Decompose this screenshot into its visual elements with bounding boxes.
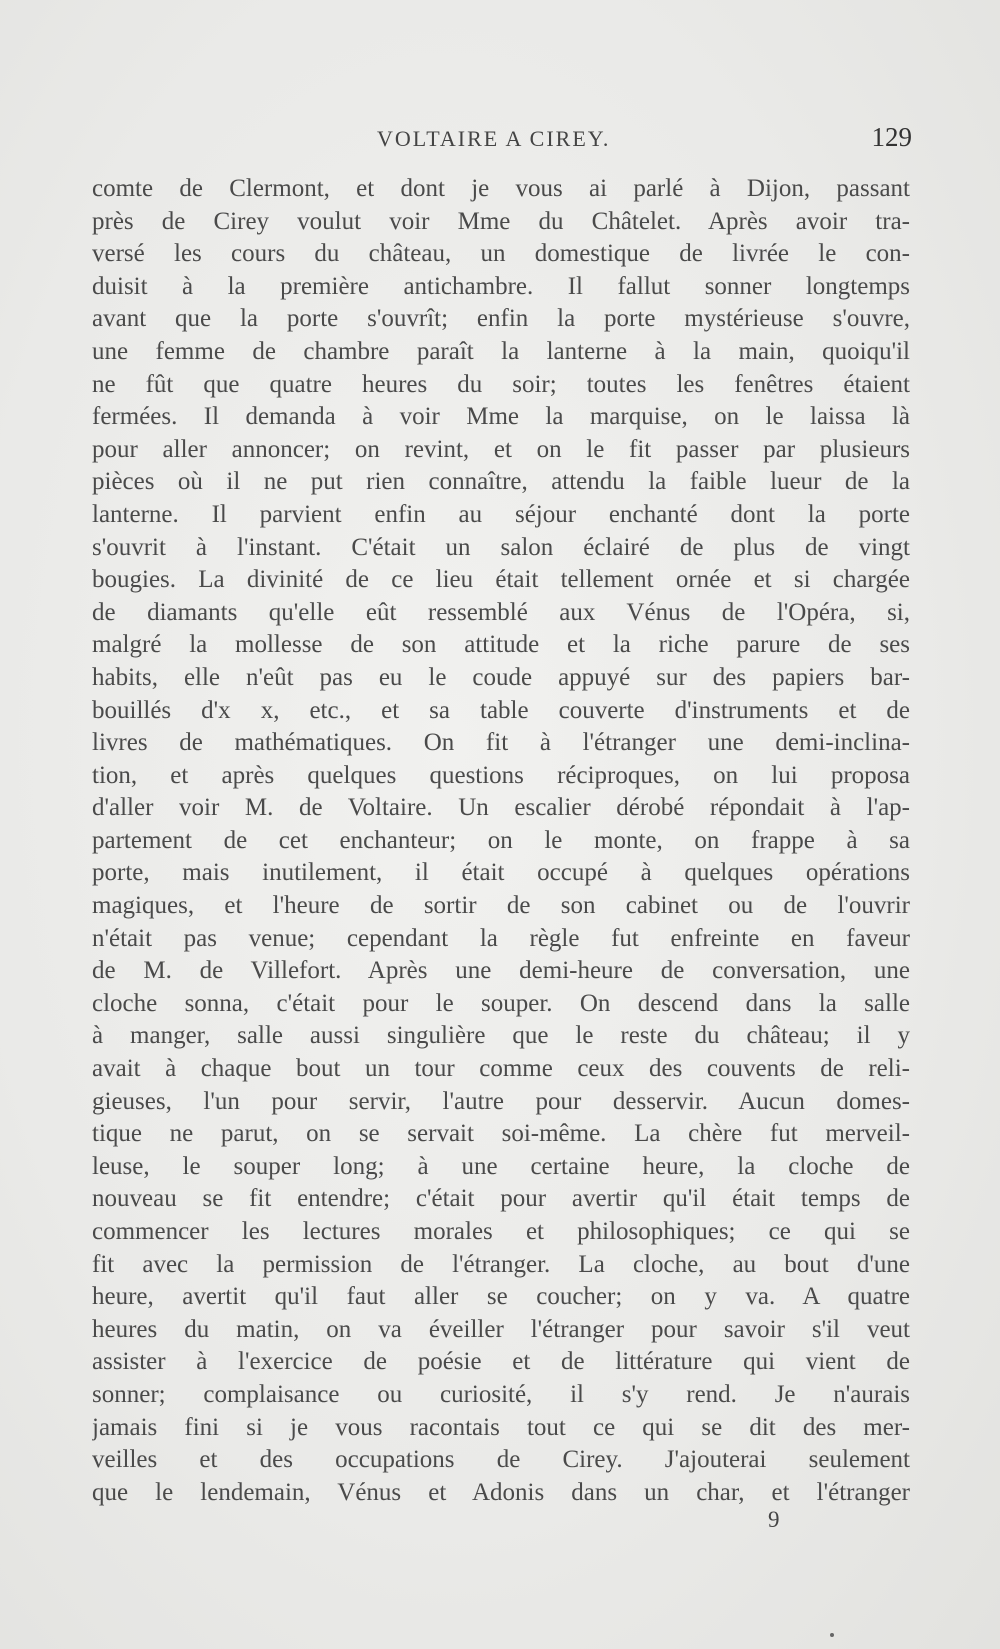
text-line: livres de mathématiques. On fit à l'étranger une demi-inclina- xyxy=(92,729,910,757)
text-line: de M. de Villefort. Après une demi-heure de conversation, une xyxy=(92,957,910,985)
text-line: pièces où il ne put rien connaître, attendu la faible lueur de la xyxy=(92,468,910,496)
text-line: avant que la porte s'ouvrît; enfin la porte mystérieuse s'ouvre, xyxy=(92,305,910,333)
text-line: sonner; complaisance ou curiosité, il s'y rend. Je n'aurais xyxy=(92,1380,910,1408)
text-line: habits, elle n'eût pas eu le coude appuyé sur des papiers bar- xyxy=(92,663,910,691)
running-title: VOLTAIRE A CIREY. xyxy=(377,126,611,151)
text-line: n'était pas venue; cependant la règle fut enfreinte en faveur xyxy=(92,924,910,952)
text-line: s'ouvrit à l'instant. C'était un salon éclairé de plus de vingt xyxy=(92,533,910,561)
text-line: pour aller annoncer; on revint, et on le fit passer par plusieurs xyxy=(92,435,910,463)
text-line: de diamants qu'elle eût ressemblé aux Vénus de l'Opéra, si, xyxy=(92,598,910,626)
text-line: jamais fini si je vous racontais tout ce qui se dit des mer- xyxy=(92,1413,910,1441)
text-line: malgré la mollesse de son attitude et la riche parure de ses xyxy=(92,631,910,659)
text-line: ne fût que quatre heures du soir; toutes les fenêtres étaient xyxy=(92,370,910,398)
text-line: bougies. La divinité de ce lieu était tellement ornée et si chargée xyxy=(92,566,910,594)
text-line: fit avec la permission de l'étranger. La cloche, au bout d'une xyxy=(92,1250,910,1278)
text-line: que le lendemain, Vénus et Adonis dans un char, et l'étranger xyxy=(92,1478,910,1506)
text-line: nouveau se fit entendre; c'était pour avertir qu'il était temps de xyxy=(92,1185,910,1213)
ink-speck xyxy=(830,1633,834,1637)
text-line: cloche sonna, c'était pour le souper. On descend dans la salle xyxy=(92,989,910,1017)
text-line: porte, mais inutilement, il était occupé à quelques opérations xyxy=(92,859,910,887)
text-line: commencer les lectures morales et philosophiques; ce qui se xyxy=(92,1218,910,1245)
text-line: heure, avertit qu'il faut aller se coucher; on y va. A quatre xyxy=(92,1283,910,1311)
text-line: bouillés d'x x, etc., et sa table couverte d'instruments et de xyxy=(92,696,910,724)
text-line: magiques, et l'heure de sortir de son cabinet ou de l'ouvrir xyxy=(92,892,910,920)
body-text xyxy=(92,173,910,1509)
text-line: tique ne parut, on se servait soi-même. La chère fut merveil- xyxy=(92,1120,910,1148)
text-line: lanterne. Il parvient enfin au séjour enchanté dont la porte xyxy=(92,500,910,528)
text-line: veilles et des occupations de Cirey. J'ajouterai seulement xyxy=(92,1446,910,1474)
text-line: près de Cirey voulut voir Mme du Châtelet. Après avoir tra- xyxy=(92,207,910,235)
text-line: versé les cours du château, un domestique de livrée le con- xyxy=(92,240,910,268)
text-line: partement de cet enchanteur; on le monte, on frappe à sa xyxy=(92,826,910,854)
text-line: à manger, salle aussi singulière que le reste du château; il y xyxy=(92,1022,910,1050)
text-line: gieuses, l'un pour servir, l'autre pour desservir. Aucun domes- xyxy=(92,1087,910,1115)
text-line: comte de Clermont, et dont je vous ai parlé à Dijon, passant xyxy=(92,175,910,202)
text-line: leuse, le souper long; à une certaine heure, la cloche de xyxy=(92,1152,910,1180)
text-line: assister à l'exercice de poésie et de littérature qui vient de xyxy=(92,1348,910,1376)
text-line: heures du matin, on va éveiller l'étranger pour savoir s'il veut xyxy=(92,1315,910,1343)
signature-mark: 9 xyxy=(768,1507,780,1532)
text-line: d'aller voir M. de Voltaire. Un escalier dérobé répondait à l'ap- xyxy=(92,794,910,822)
text-line: fermées. Il demanda à voir Mme la marquise, on le laissa là xyxy=(92,403,910,431)
page-number: 129 xyxy=(871,122,912,152)
text-line: duisit à la première antichambre. Il fallut sonner longtemps xyxy=(92,272,910,300)
text-line: avait à chaque bout un tour comme ceux des couvents de reli- xyxy=(92,1055,910,1083)
text-line: une femme de chambre paraît la lanterne à la main, quoiqu'il xyxy=(92,337,910,365)
running-head xyxy=(92,122,912,158)
text-line: tion, et après quelques questions réciproques, on lui proposa xyxy=(92,761,910,789)
